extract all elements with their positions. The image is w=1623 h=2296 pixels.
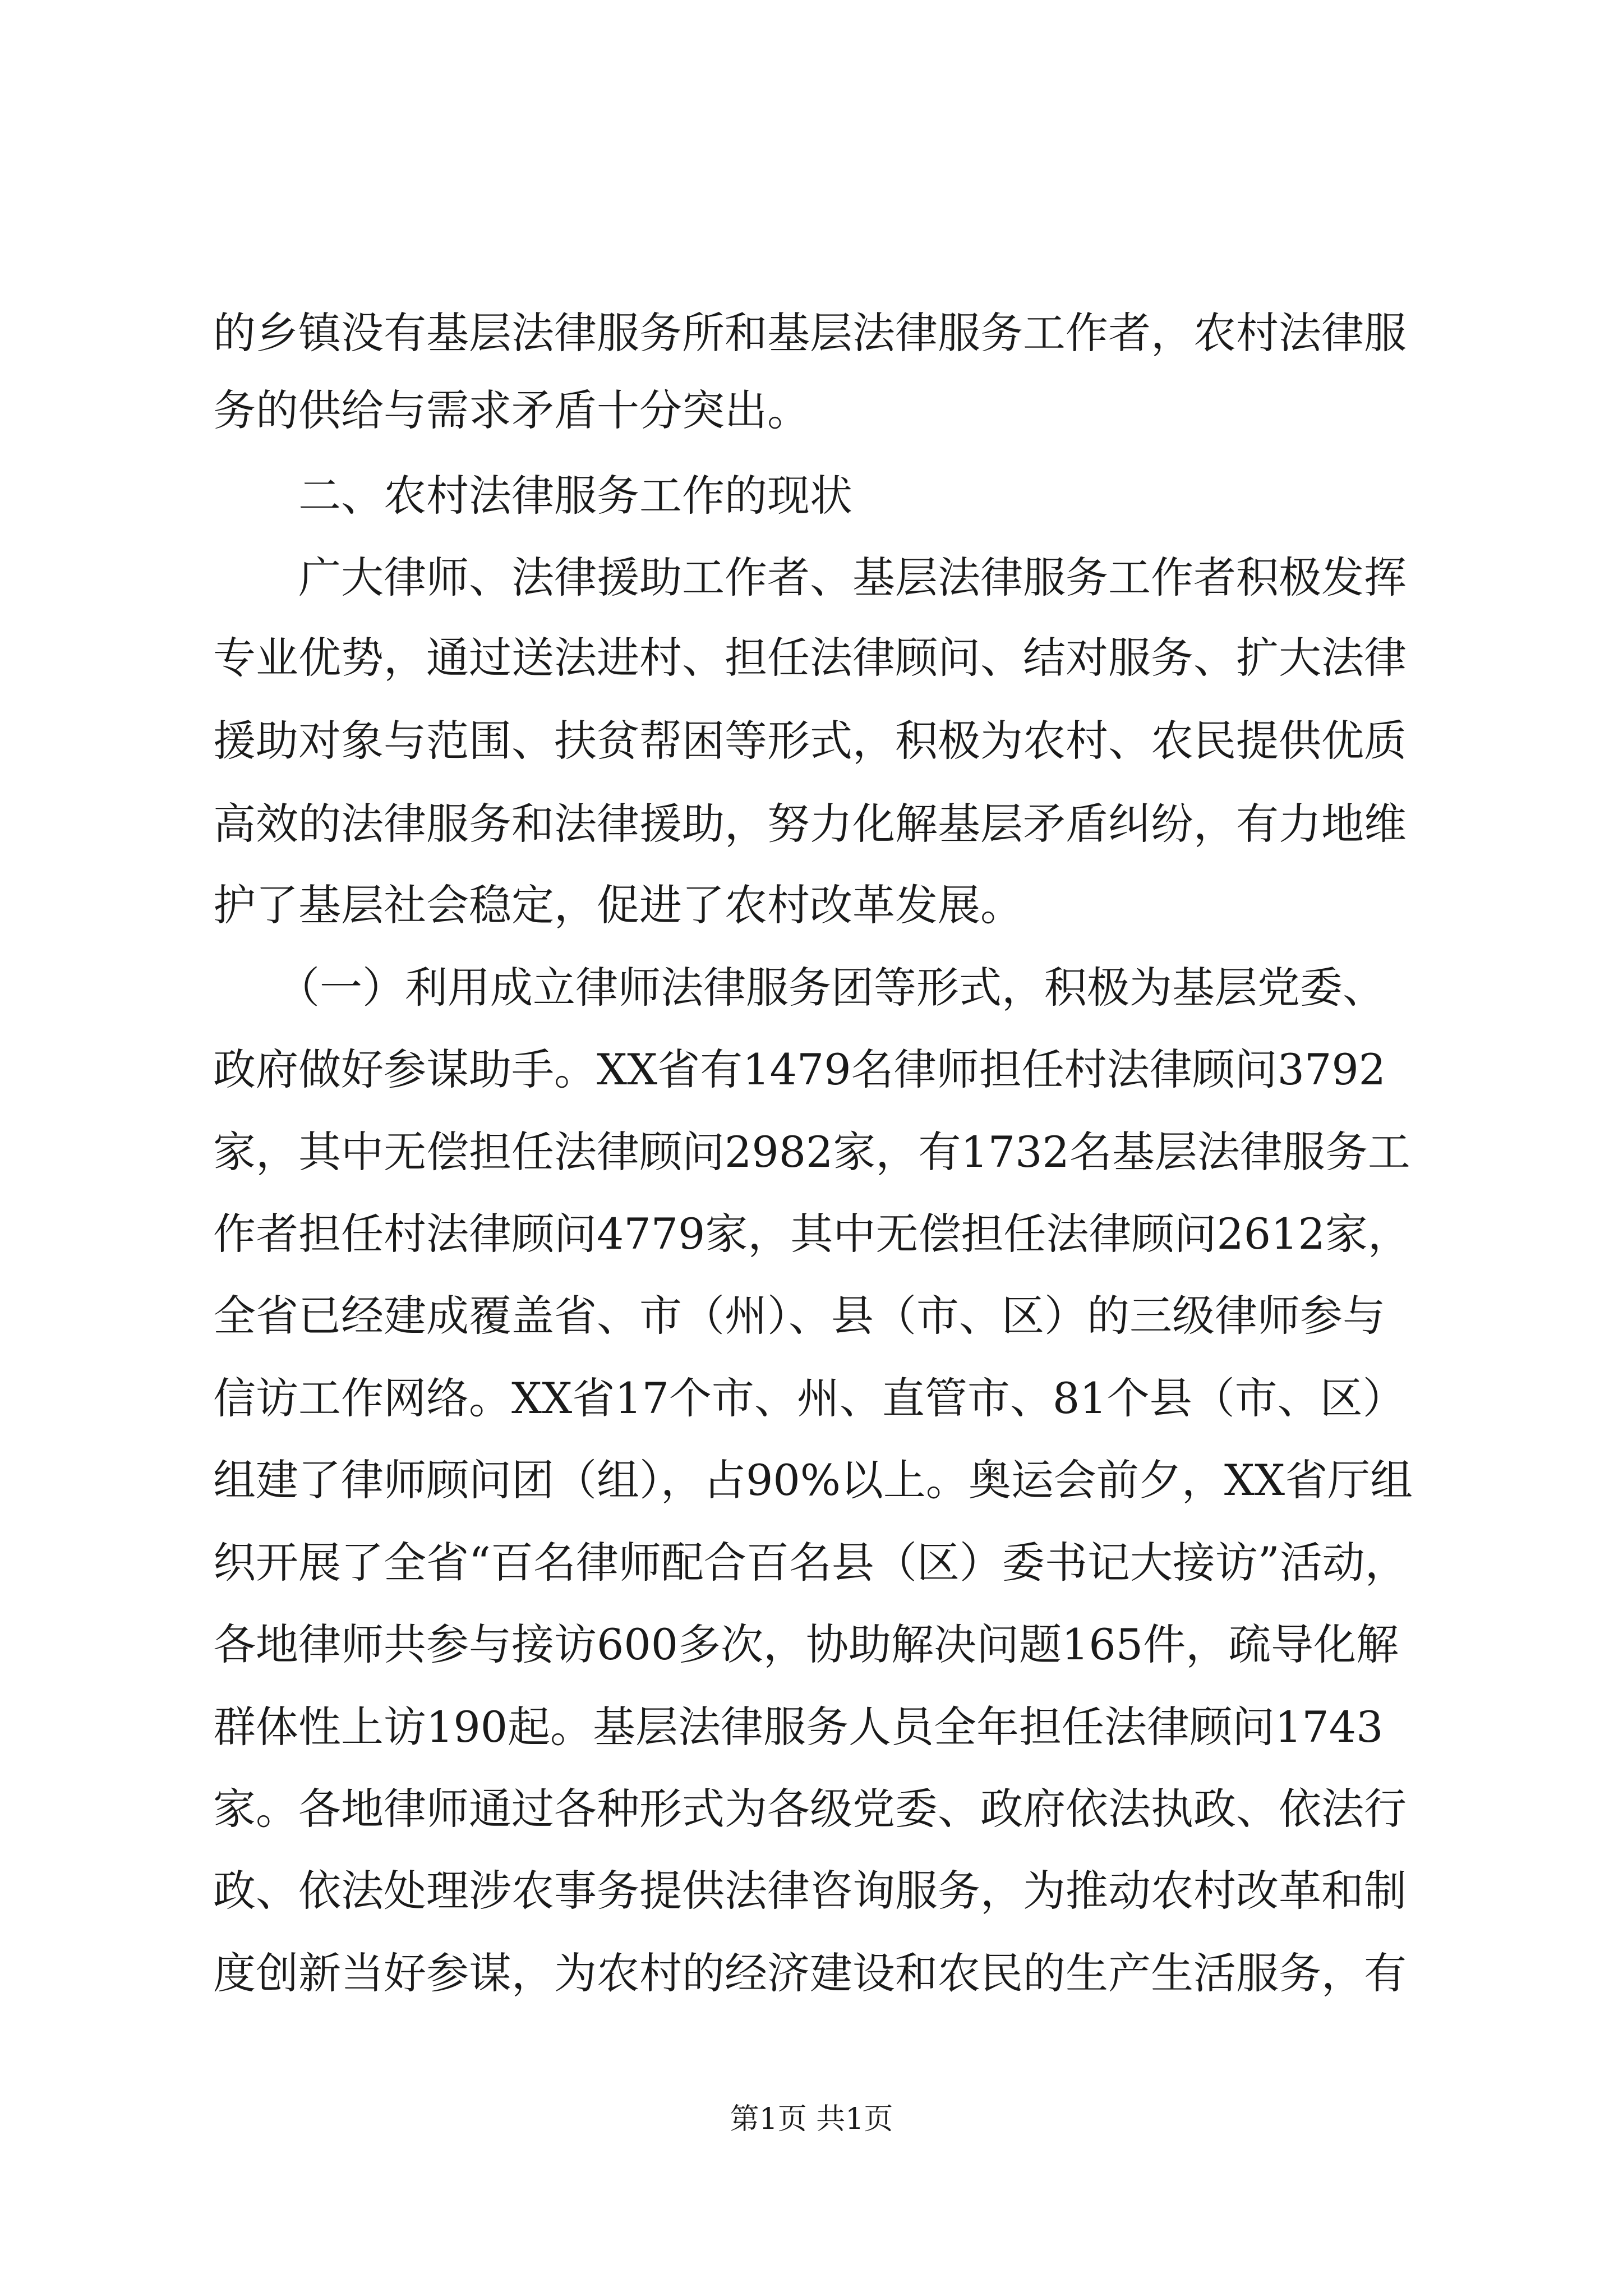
subsection-heading: （一）利用成立律师法律服务团等形式，积极为基层党委、 (213, 963, 1385, 1013)
text-line: 的乡镇没有基层法律服务所和基层法律服务工作者，农村法律服 (213, 308, 1407, 358)
text-line: 家，其中无偿担任法律顾问2982家，有1732名基层法律服务工 (213, 1127, 1410, 1177)
text-line: 各地律师共参与接访600多次，协助解决问题165件，疏导化解 (213, 1619, 1399, 1669)
text-line: 广大律师、法律援助工作者、基层法律服务工作者积极发挥 (213, 553, 1407, 602)
text-line: 家。各地律师通过各种形式为各级党委、政府依法执政、依法行 (213, 1784, 1407, 1834)
text-line: 政府做好参谋助手。XX省有1479名律师担任村法律顾问3792 (213, 1045, 1386, 1094)
text-line: 专业优势，通过送法进村、担任法律顾问、结对服务、扩大法律 (213, 633, 1407, 683)
text-line: 信访工作网络。XX省17个市、州、直管市、81个县（市、区） (213, 1373, 1405, 1423)
text-line: 群体性上访190起。基层法律服务人员全年担任法律顾问1743 (213, 1702, 1384, 1752)
text-line: 政、依法处理涉农事务提供法律咨询服务，为推动农村改革和制 (213, 1866, 1407, 1916)
text-line: 高效的法律服务和法律援助，努力化解基层矛盾纠纷，有力地维 (213, 799, 1407, 849)
text-line: 织开展了全省“百名律师配合百名县（区）委书记大接访”活动， (213, 1538, 1408, 1588)
text-line: 组建了律师顾问团（组），占90%以上。奥运会前夕，XX省厅组 (213, 1455, 1413, 1505)
section-heading: 二、农村法律服务工作的现状 (213, 471, 852, 521)
text-line: 务的供给与需求矛盾十分突出。 (213, 385, 810, 435)
text-line: 护了基层社会稳定，促进了农村改革发展。 (213, 880, 1023, 930)
text-line: 作者担任村法律顾问4779家，其中无偿担任法律顾问2612家， (213, 1209, 1410, 1259)
text-line: 度创新当好参谋，为农村的经济建设和农民的生产生活服务，有 (213, 1948, 1407, 1998)
page-number-footer: 第1页 共1页 (730, 2102, 893, 2136)
text-line: 全省已经建成覆盖省、市（州）、县（市、区）的三级律师参与 (213, 1291, 1385, 1341)
text-line: 援助对象与范围、扶贫帮困等形式，积极为农村、农民提供优质 (213, 716, 1407, 766)
